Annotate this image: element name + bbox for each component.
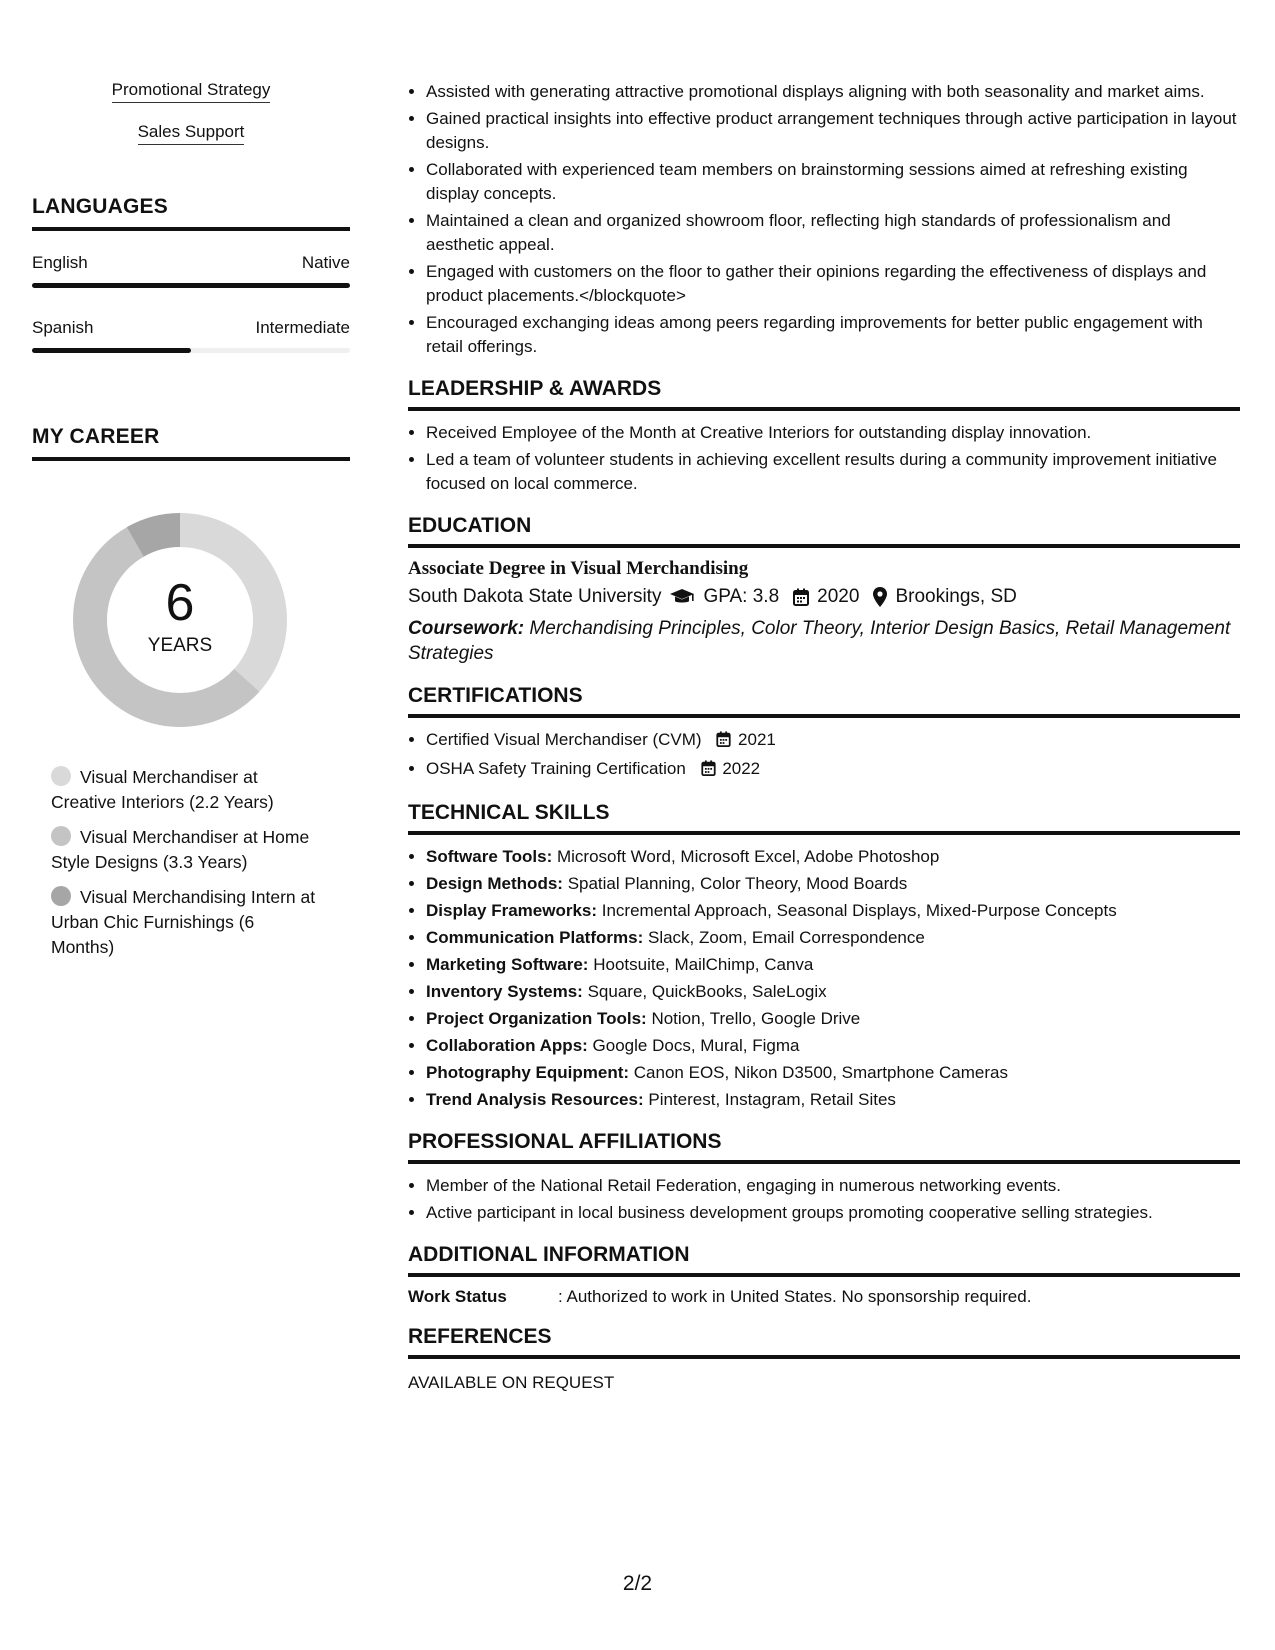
career-legend-item [51, 825, 321, 875]
list-item: • Assisted with generating attractive promotional displays aligning with both seasonality and market aims. [426, 80, 1240, 104]
list-item: • Collaborated with experienced team members on brainstorming sessions aimed at refreshing existing display concepts. [426, 158, 1240, 206]
skill-tag: Sales Support [138, 122, 245, 145]
certification-name: Certified Visual Merchandiser (CVM) [426, 730, 702, 749]
affiliations-heading: PROFESSIONAL AFFILIATIONS [408, 1130, 722, 1153]
location-pin-icon [873, 586, 887, 608]
list-item: • Encouraged exchanging ideas among peers regarding improvements for better public engagement with retail offerings. [426, 311, 1240, 359]
career-legend-item [51, 885, 321, 960]
list-item: • Active participant in local business development groups promoting cooperative selling strategies. [426, 1201, 1240, 1225]
certifications-heading: CERTIFICATIONS [408, 684, 583, 707]
language-item [32, 253, 350, 288]
list-item: • Engaged with customers on the floor to gather their opinions regarding the effectiveness of displays and product placements.</blockquote> [426, 260, 1240, 308]
leadership-list [408, 421, 1240, 496]
skill-category: Design Methods: [426, 874, 563, 893]
language-bar-fill [32, 283, 350, 288]
skill-category: Collaboration Apps: [426, 1036, 588, 1055]
list-item: • Maintained a clean and organized showroom floor, reflecting high standards of professionalism and aesthetic appeal. [426, 209, 1240, 257]
languages-section [32, 195, 350, 353]
references-text: AVAILABLE ON REQUEST [408, 1373, 615, 1392]
leadership-heading: LEADERSHIP & AWARDS [408, 377, 662, 400]
language-item [32, 318, 350, 353]
language-bar [32, 283, 350, 288]
degree-title: Associate Degree in Visual Merchandising [408, 558, 749, 579]
list-item: • Received Employee of the Month at Creative Interiors for outstanding display innovation. [426, 421, 1240, 445]
language-name: Spanish [32, 318, 94, 337]
additional-info-heading: ADDITIONAL INFORMATION [408, 1243, 690, 1266]
list-item [426, 728, 1240, 754]
school-location: Brookings, SD [895, 586, 1017, 607]
education-details [408, 586, 1240, 608]
languages-heading: LANGUAGES [32, 195, 168, 218]
technical-skills-list [408, 845, 1240, 1112]
legend-dot [51, 886, 71, 906]
technical-skills-heading: TECHNICAL SKILLS [408, 801, 610, 824]
graduation-year: 2020 [817, 586, 860, 607]
list-item [426, 872, 1240, 896]
language-level: Intermediate [255, 318, 350, 337]
skill-values: Google Docs, Mural, Figma [592, 1036, 800, 1055]
skill-category: Marketing Software: [426, 955, 589, 974]
list-item [426, 845, 1240, 869]
language-bar [32, 348, 350, 353]
calendar-icon [701, 759, 716, 783]
career-label: Visual Merchandiser at Creative Interiors (2.2 Years) [51, 767, 274, 812]
skill-category: Software Tools: [426, 847, 553, 866]
list-item: • Led a team of volunteer students in achieving excellent results during a community improvement initiative focused on local commerce. [426, 448, 1240, 496]
legend-dot [51, 826, 71, 846]
career-heading: MY CAREER [32, 425, 160, 448]
section-divider [408, 714, 1240, 718]
certification-year: 2022 [722, 759, 761, 778]
skill-values: Incremental Approach, Seasonal Displays, Mixed-Purpose Concepts [601, 901, 1117, 920]
certification-name: OSHA Safety Training Certification [426, 759, 686, 778]
list-item [426, 980, 1240, 1004]
list-item [426, 1088, 1240, 1112]
language-level: Native [301, 253, 350, 272]
right-column [408, 80, 1240, 1393]
section-divider [408, 831, 1240, 835]
career-total-unit: YEARS [147, 635, 213, 656]
section-divider [408, 1160, 1240, 1164]
left-column [32, 80, 350, 970]
skill-category: Trend Analysis Resources: [426, 1090, 644, 1109]
list-item [426, 757, 1240, 783]
skill-tag: Promotional Strategy [112, 80, 271, 103]
section-divider [32, 227, 350, 231]
skill-values: Pinterest, Instagram, Retail Sites [648, 1090, 896, 1109]
skill-values: Canon EOS, Nikon D3500, Smartphone Cameras [633, 1063, 1008, 1082]
skill-values: Spatial Planning, Color Theory, Mood Boards [567, 874, 908, 893]
graduation-cap-icon [669, 586, 695, 608]
skill-values: Microsoft Word, Microsoft Excel, Adobe Photoshop [556, 847, 940, 866]
skill-category: Photography Equipment: [426, 1063, 630, 1082]
list-item [426, 926, 1240, 950]
skill-values: Slack, Zoom, Email Correspondence [647, 928, 925, 947]
legend-dot [51, 766, 71, 786]
certifications-list [408, 728, 1240, 783]
education-heading: EDUCATION [408, 514, 532, 537]
coursework [408, 616, 1240, 666]
career-label: Visual Merchandising Intern at Urban Chic Furnishings (6 Months) [51, 887, 316, 957]
certification-year: 2021 [738, 730, 776, 749]
career-donut-chart [65, 505, 295, 735]
language-name: English [32, 253, 88, 272]
work-status-row [408, 1287, 1240, 1307]
gpa-value: GPA: 3.8 [703, 586, 780, 607]
calendar-icon [793, 586, 809, 608]
career-total-number: 6 [165, 574, 195, 632]
references-heading: REFERENCES [408, 1325, 552, 1348]
list-item: • Member of the National Retail Federation, engaging in numerous networking events. [426, 1174, 1240, 1198]
section-divider [408, 544, 1240, 548]
list-item [426, 1007, 1240, 1031]
work-status-value: : Authorized to work in United States. No sponsorship required. [558, 1287, 1032, 1306]
experience-bullets [408, 80, 1240, 359]
section-divider [408, 1355, 1240, 1359]
skill-values: Hootsuite, MailChimp, Canva [593, 955, 814, 974]
section-divider [408, 407, 1240, 411]
page-number: 2/2 [622, 1572, 653, 1595]
list-item [426, 953, 1240, 977]
affiliations-list [408, 1174, 1240, 1225]
skill-values: Notion, Trello, Google Drive [651, 1009, 861, 1028]
career-label: Visual Merchandiser at Home Style Designs (3.3 Years) [51, 827, 310, 872]
skill-category: Project Organization Tools: [426, 1009, 647, 1028]
section-divider [32, 457, 350, 461]
coursework-list: Merchandising Principles, Color Theory, Interior Design Basics, Retail Management Strategies [408, 618, 1231, 664]
list-item [426, 1034, 1240, 1058]
list-item [426, 899, 1240, 923]
list-item: • Gained practical insights into effective product arrangement techniques through active participation in layout designs. [426, 107, 1240, 155]
skill-category: Inventory Systems: [426, 982, 583, 1001]
coursework-label: Coursework: [408, 618, 525, 639]
skill-category: Display Frameworks: [426, 901, 598, 920]
section-divider [408, 1273, 1240, 1277]
career-legend-item [51, 765, 321, 815]
school-name: South Dakota State University [408, 586, 662, 607]
career-legend [32, 765, 350, 960]
language-bar-fill [32, 348, 191, 353]
career-section [32, 425, 350, 960]
calendar-icon [716, 730, 731, 754]
skill-category: Communication Platforms: [426, 928, 644, 947]
list-item [426, 1061, 1240, 1085]
work-status-label: Work Status [408, 1287, 507, 1306]
skill-values: Square, QuickBooks, SaleLogix [587, 982, 827, 1001]
